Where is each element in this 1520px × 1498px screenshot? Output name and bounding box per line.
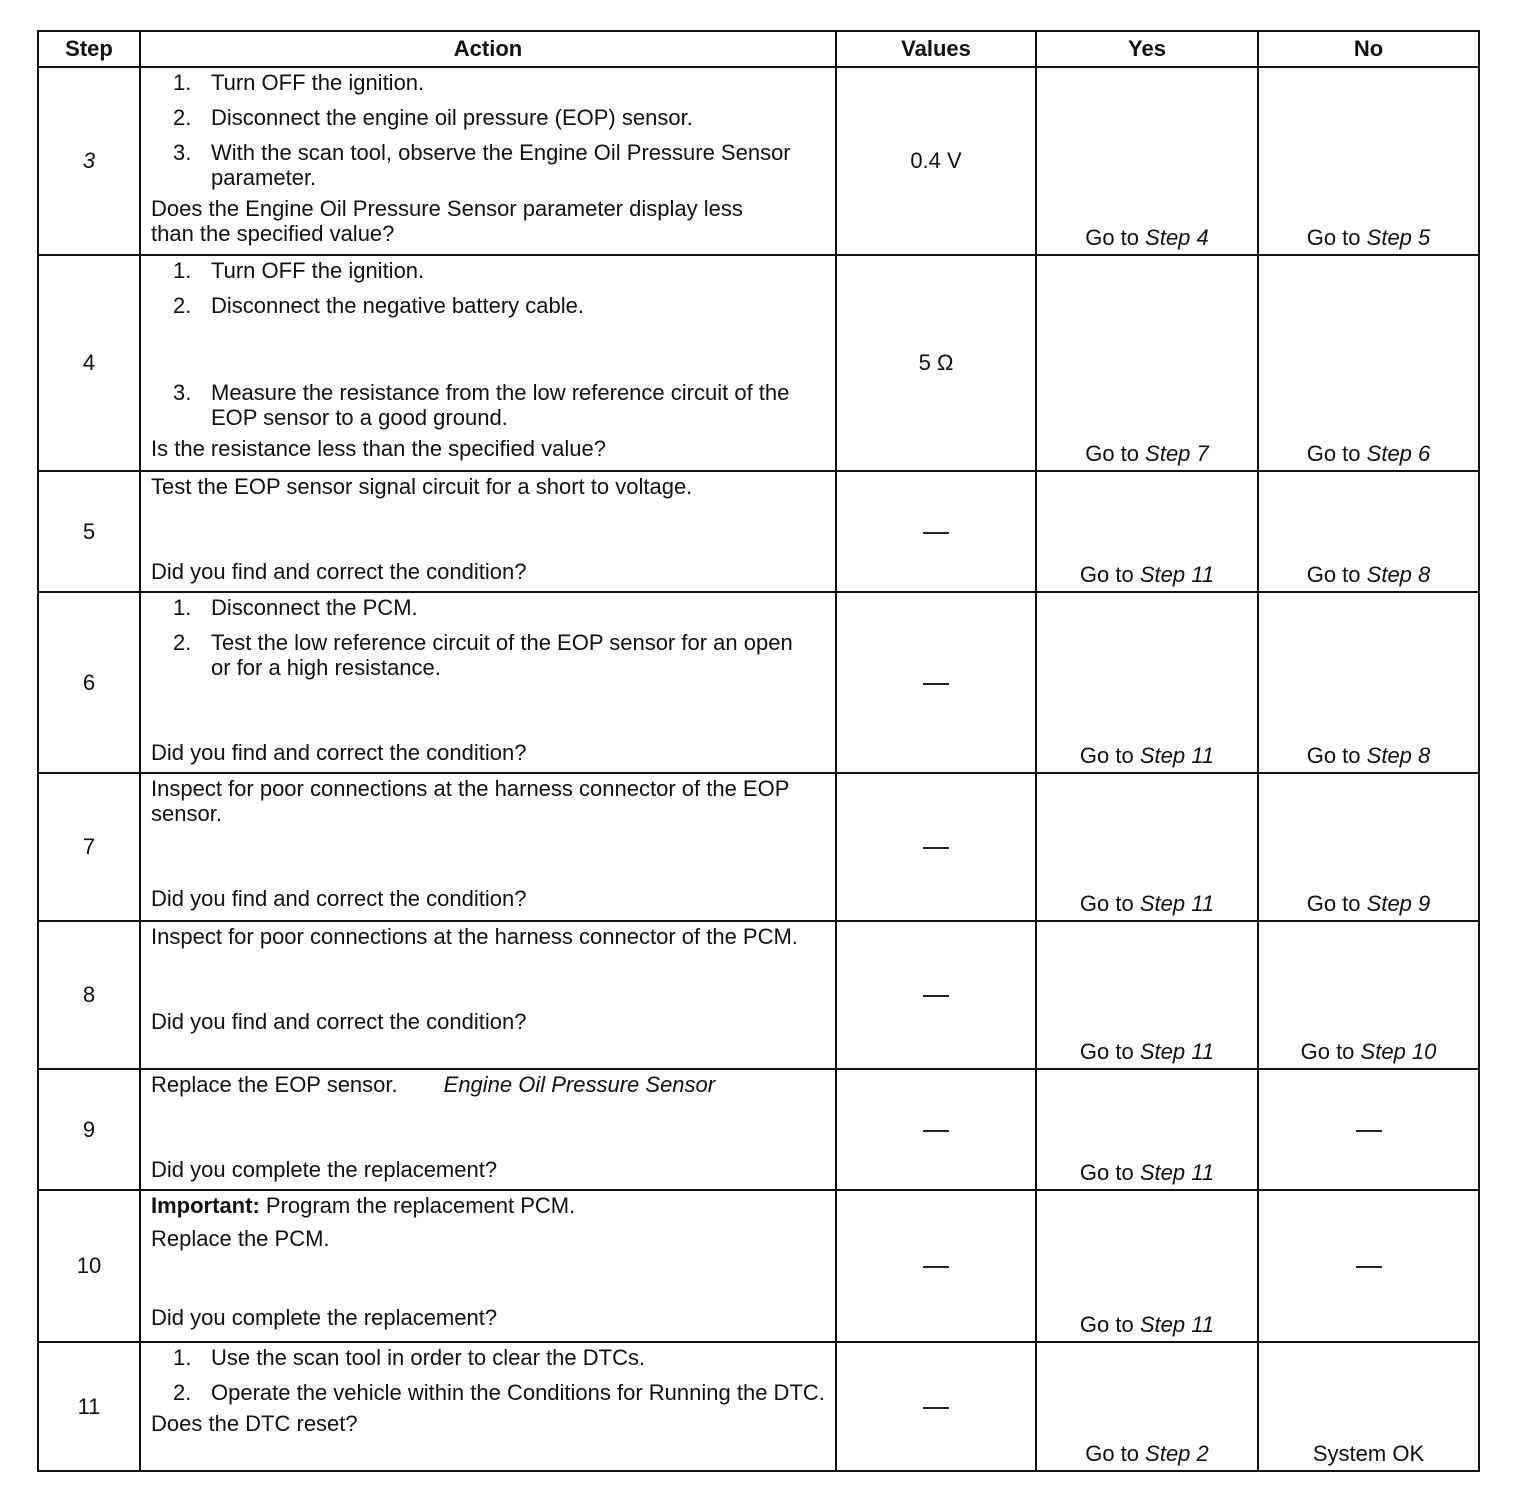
step-number: 9 <box>38 1069 140 1190</box>
dash-mark <box>923 995 949 997</box>
question-text: Did you find and correct the condition? <box>151 740 527 765</box>
question-text: Did you find and correct the condition? <box>151 1009 527 1034</box>
list-item: 3. Measure the resistance from the low reference circuit of the EOP sensor to a good ground. <box>173 380 790 430</box>
action-cell <box>140 471 836 592</box>
value-cell <box>836 592 1036 773</box>
yes-cell: Go to Step 11 <box>1036 592 1258 773</box>
list-item: 3. With the scan tool, observe the Engine Oil Pressure Sensor parameter. <box>173 140 791 190</box>
header-values: Values <box>836 31 1036 67</box>
no-cell: System OK <box>1258 1342 1479 1471</box>
question-text: Does the DTC reset? <box>151 1411 358 1436</box>
dash-mark <box>923 532 949 534</box>
question-text: Did you find and correct the condition? <box>151 886 527 911</box>
list-item: 1. Disconnect the PCM. <box>173 595 418 620</box>
step-number: 5 <box>38 471 140 592</box>
action-cell <box>140 67 836 255</box>
step-number: 8 <box>38 921 140 1069</box>
dash-mark <box>923 847 949 849</box>
step-number: 3 <box>38 67 140 255</box>
dash-mark <box>1356 1266 1382 1268</box>
no-cell: Go to Step 8 <box>1258 592 1479 773</box>
no-cell <box>1258 1069 1479 1190</box>
header-no: No <box>1258 31 1479 67</box>
yes-cell: Go to Step 11 <box>1036 921 1258 1069</box>
no-cell: Go to Step 8 <box>1258 471 1479 592</box>
list-item: 2. Test the low reference circuit of the EOP sensor for an open or for a high resistance. <box>173 630 793 680</box>
diagnostic-table <box>37 30 1480 1472</box>
no-cell: Go to Step 6 <box>1258 255 1479 471</box>
header-action: Action <box>140 31 836 67</box>
no-cell: Go to Step 5 <box>1258 67 1479 255</box>
list-item: 2. Disconnect the negative battery cable. <box>173 293 585 318</box>
step-number: 4 <box>38 255 140 471</box>
action-cell <box>140 921 836 1069</box>
action-text: Replace the PCM. <box>151 1226 330 1251</box>
value-cell <box>836 773 1036 921</box>
table-row <box>38 592 1479 773</box>
reference-link: Engine Oil Pressure Sensor <box>443 1072 716 1097</box>
action-text: Inspect for poor connections at the harness connector of the EOP sensor. <box>151 776 789 826</box>
table-row <box>38 921 1479 1069</box>
table-row <box>38 67 1479 255</box>
question-text: Did you complete the replacement? <box>151 1305 498 1330</box>
list-item: 2. Disconnect the engine oil pressure (EOP) sensor. <box>173 105 693 130</box>
no-cell: Go to Step 10 <box>1258 921 1479 1069</box>
list-item: 1. Turn OFF the ignition. <box>173 70 425 95</box>
table-row <box>38 1069 1479 1190</box>
no-cell: Go to Step 9 <box>1258 773 1479 921</box>
header-yes: Yes <box>1036 31 1258 67</box>
value-cell: 5 Ω <box>836 255 1036 471</box>
dash-mark <box>923 1266 949 1268</box>
action-text: Test the EOP sensor signal circuit for a short to voltage. <box>151 474 693 499</box>
table-row <box>38 255 1479 471</box>
dash-mark <box>1356 1130 1382 1132</box>
yes-cell: Go to Step 11 <box>1036 1190 1258 1342</box>
action-cell <box>140 1069 836 1190</box>
header-row <box>38 31 1479 67</box>
dash-mark <box>923 1130 949 1132</box>
list-item: 1. Turn OFF the ignition. <box>173 258 425 283</box>
table-row <box>38 471 1479 592</box>
step-number: 7 <box>38 773 140 921</box>
question-text: Did you complete the replacement? <box>151 1157 498 1182</box>
yes-cell: Go to Step 11 <box>1036 773 1258 921</box>
value-cell: 0.4 V <box>836 67 1036 255</box>
action-text: Replace the EOP sensor. Engine Oil Pressure Sensor <box>151 1072 716 1097</box>
dash-mark <box>923 683 949 685</box>
value-cell <box>836 1069 1036 1190</box>
action-cell <box>140 1342 836 1471</box>
yes-cell: Go to Step 2 <box>1036 1342 1258 1471</box>
value-cell <box>836 921 1036 1069</box>
yes-cell: Go to Step 4 <box>1036 67 1258 255</box>
step-number: 6 <box>38 592 140 773</box>
action-cell <box>140 1190 836 1342</box>
header-step: Step <box>38 31 140 67</box>
yes-cell: Go to Step 7 <box>1036 255 1258 471</box>
important-note: Important: Program the replacement PCM. <box>151 1193 576 1218</box>
yes-cell: Go to Step 11 <box>1036 471 1258 592</box>
action-cell <box>140 592 836 773</box>
value-cell <box>836 1190 1036 1342</box>
question-text: Does the Engine Oil Pressure Sensor parameter display less than the specified value? <box>151 196 743 246</box>
action-text: Inspect for poor connections at the harness connector of the PCM. <box>151 924 798 949</box>
table-row <box>38 773 1479 921</box>
no-cell <box>1258 1190 1479 1342</box>
list-item: 1. Use the scan tool in order to clear the DTCs. <box>173 1345 646 1370</box>
value-cell <box>836 471 1036 592</box>
yes-cell: Go to Step 11 <box>1036 1069 1258 1190</box>
value-cell <box>836 1342 1036 1471</box>
table-row <box>38 1342 1479 1471</box>
action-cell <box>140 773 836 921</box>
question-text: Did you find and correct the condition? <box>151 559 527 584</box>
table-row <box>38 1190 1479 1342</box>
list-item: 2. Operate the vehicle within the Conditions for Running the DTC. <box>173 1380 825 1405</box>
question-text: Is the resistance less than the specified value? <box>151 436 606 461</box>
dash-mark <box>923 1407 949 1409</box>
step-number: 11 <box>38 1342 140 1471</box>
action-cell <box>140 255 836 471</box>
step-number: 10 <box>38 1190 140 1342</box>
